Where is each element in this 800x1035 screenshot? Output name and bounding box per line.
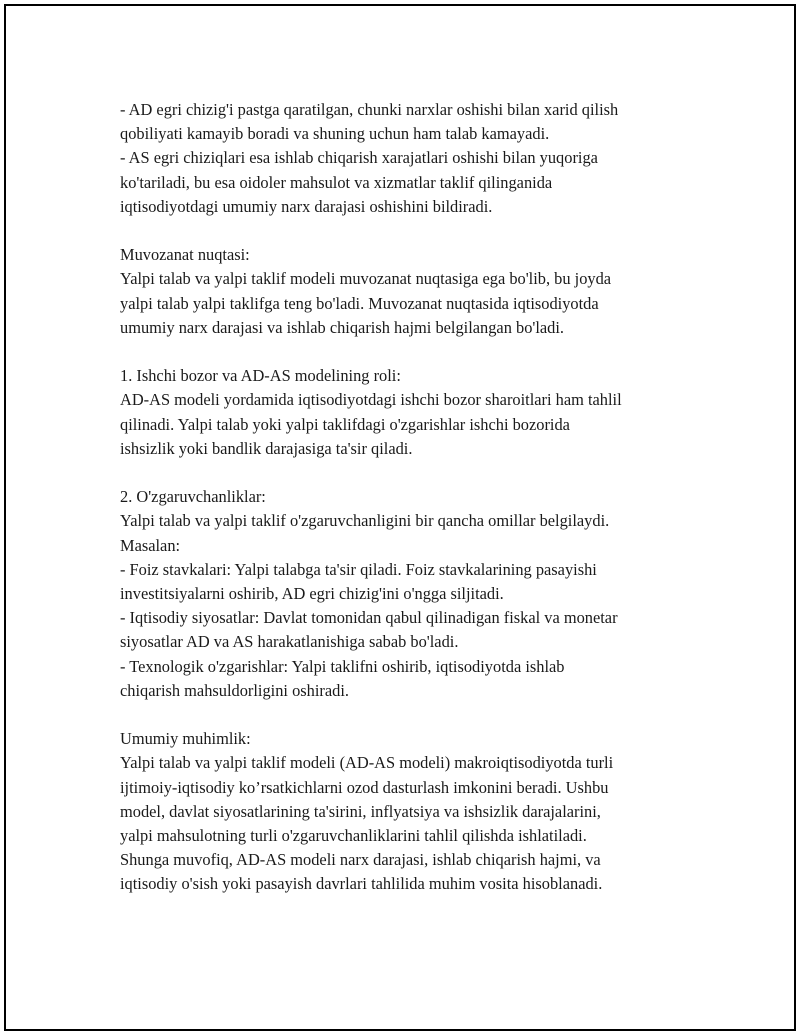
paragraph-overall-importance (120, 727, 700, 896)
section-heading: Umumiy muhimlik: (120, 729, 251, 749)
text-line: Yalpi talab va yalpi taklif o'zgaruvchanligini bir qancha omillar belgilaydi. (120, 511, 610, 531)
text-line: qilinadi. Yalpi talab yoki yalpi taklifdagi o'zgarishlar ishchi bozorida (120, 414, 570, 434)
paragraph-ad-as-curves (120, 98, 700, 219)
text-line: siyosatlar AD va AS harakatlanishiga sabab bo'ladi. (120, 632, 459, 652)
text-line: yalpi talab yalpi taklifga teng bo'ladi. Muvozanat nuqtasida iqtisodiyotda (120, 293, 599, 313)
text-line: Yalpi talab va yalpi taklif modeli (AD-AS modeli) makroiqtisodiyotda turli (120, 753, 614, 773)
paragraph-spacer (120, 703, 700, 727)
paragraph-spacer (120, 219, 700, 243)
document-body (120, 98, 700, 897)
text-line: investitsiyalarni oshirib, AD egri chizig'ini o'ngga siljitadi. (120, 584, 504, 604)
paragraph-spacer (120, 340, 700, 364)
text-line: - Texnologik o'zgarishlar: Yalpi taklifni oshirib, iqtisodiyotda ishlab (120, 656, 565, 676)
section-heading: 2. O'zgaruvchanliklar: (120, 487, 266, 507)
text-line: iqtisodiyotdagi umumiy narx darajasi oshishini bildiradi. (120, 196, 493, 216)
section-heading: Muvozanat nuqtasi: (120, 245, 250, 265)
section-heading: 1. Ishchi bozor va AD-AS modelining roli: (120, 366, 401, 386)
text-line: ijtimoiy-iqtisodiy ko’rsatkichlarni ozod dasturlash imkonini beradi. Ushbu (120, 777, 609, 797)
paragraph-equilibrium (120, 243, 700, 340)
paragraph-labor-market (120, 364, 700, 461)
text-line: Yalpi talab va yalpi taklif modeli muvozanat nuqtasiga ega bo'lib, bu joyda (120, 269, 612, 289)
text-line: model, davlat siyosatlarining ta'sirini, inflyatsiya va ishsizlik darajalarini, (120, 801, 601, 821)
paragraph-variability (120, 485, 700, 703)
text-line: umumiy narx darajasi va ishlab chiqarish hajmi belgilangan bo'ladi. (120, 317, 565, 337)
text-line: ko'tariladi, bu esa oidoler mahsulot va xizmatlar taklif qilinganida (120, 172, 553, 192)
text-line: - Iqtisodiy siyosatlar: Davlat tomonidan qabul qilinadigan fiskal va monetar (120, 608, 618, 628)
text-line: - AS egri chiziqlari esa ishlab chiqarish xarajatlari oshishi bilan yuqoriga (120, 148, 598, 168)
text-line: - Foiz stavkalari: Yalpi talabga ta'sir qiladi. Foiz stavkalarining pasayishi (120, 559, 597, 579)
text-line: Masalan: (120, 535, 181, 555)
text-line: chiqarish mahsuldorligini oshiradi. (120, 680, 349, 700)
page-frame (4, 4, 796, 1031)
text-line: iqtisodiy o'sish yoki pasayish davrlari tahlilida muhim vosita hisoblanadi. (120, 874, 603, 894)
paragraph-spacer (120, 461, 700, 485)
text-line: qobiliyati kamayib boradi va shuning uchun ham talab kamayadi. (120, 124, 550, 144)
text-line: ishsizlik yoki bandlik darajasiga ta'sir qiladi. (120, 438, 413, 458)
text-line: yalpi mahsulotning turli o'zgaruvchanliklarini tahlil qilishda ishlatiladi. (120, 826, 587, 846)
text-line: AD-AS modeli yordamida iqtisodiyotdagi ishchi bozor sharoitlari ham tahlil (120, 390, 622, 410)
text-line: - AD egri chizig'i pastga qaratilgan, chunki narxlar oshishi bilan xarid qilish (120, 100, 619, 119)
text-line: Shunga muvofiq, AD-AS modeli narx darajasi, ishlab chiqarish hajmi, va (120, 850, 601, 870)
